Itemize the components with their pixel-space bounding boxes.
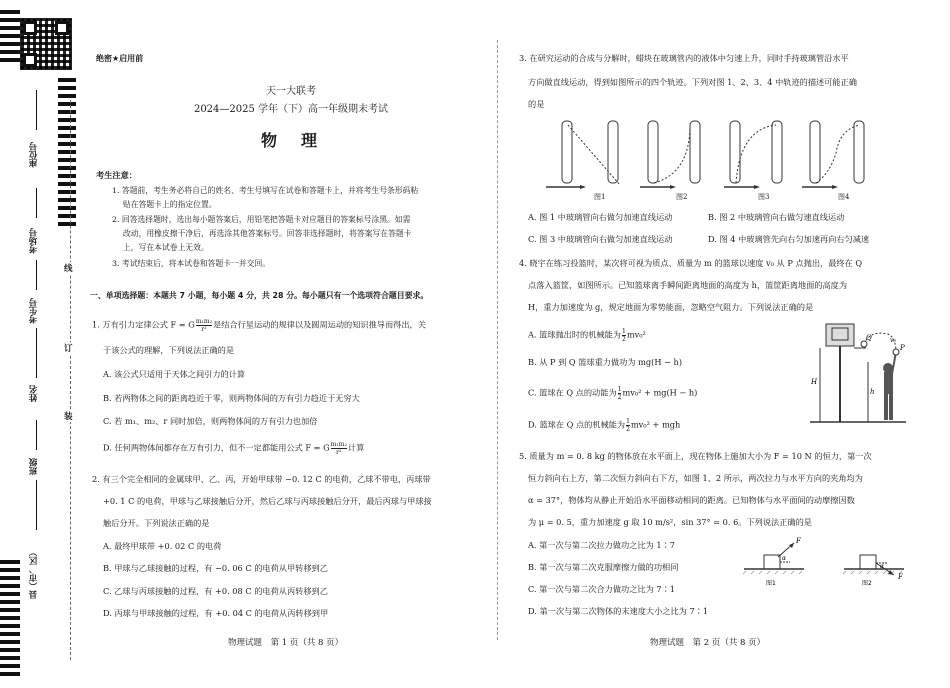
notice-item: 2. 回答选择题时，选出每小题答案后，用铅笔把答题卡对应题目的答案标号涂黑。如需 [112, 215, 411, 224]
q5-label-alpha1: α [782, 555, 787, 562]
q3-option-d: D. 图 4 中玻璃管先向右匀加速再向右匀减速 [708, 234, 870, 244]
notice-item: 改动，用橡皮擦干净后，再选涂其他答案标号。回答非选择题时，将答案写在答题卡 [123, 229, 412, 238]
q4-label-h-upper: H [811, 378, 818, 386]
q4-stem: 点落入篮筐，如图所示。已知篮球离手瞬间距离地面的高度为 h，篮筐距离地面的高度为 [528, 280, 848, 290]
subject-title: 物 理 [260, 131, 321, 150]
q3-fig1-caption: 图1 [594, 193, 606, 201]
q5-stem: α = 37°，物体均从静止开始沿水平面移动相同的距离。已知物体与水平面间的动摩擦因数 [528, 495, 855, 505]
q3-option-c: C. 图 3 中玻璃管向右做匀加速直线运动 [528, 234, 673, 244]
q3-stem: 3. 在研究运动的合成与分解时，蜡块在玻璃管内的液体中匀速上升，同时手持玻璃管沿水平 [519, 53, 849, 63]
seat-number-label: 座位号 [29, 142, 39, 168]
notice-item: 1. 答题前，考生务必将自己的姓名、考生号填写在试卷和答题卡上，并将考生号条形码粘 [112, 186, 419, 195]
q4-option-b: B. 从 P 到 Q 篮球重力做功为 mg(H − h) [528, 357, 683, 367]
q4-label-h: h [870, 388, 875, 396]
notice-item: 3. 考试结束后，将本试卷和答题卡一并交回。 [112, 259, 271, 268]
q5-label-f2: F [898, 573, 903, 581]
q3-fig3-caption: 图3 [758, 193, 770, 201]
q1-stem: 1. 万有引力定律公式 F = G $\frac{\text{m₁m₂}}{\text{r²}}$ 是结合行星运动的规律以及圆周运动的知识推导而得出，关 [92, 318, 426, 333]
q4-label-q: Q [866, 334, 872, 342]
q4-label-p: P [900, 344, 905, 352]
q5-stem: 为 μ = 0. 5，重力加速度 g 取 10 m/s²，sin 37° = 0. 6。下列说法正确的是 [528, 517, 812, 527]
notice-item: 上，写在本试卷上无效。 [123, 243, 209, 252]
q5-option-d: D. 第一次与第二次物体的末速度大小之比为 7∶1 [528, 606, 709, 616]
q2-option-a: A. 最终甲球带 +0. 02 C 的电荷 [103, 541, 222, 551]
confidential-mark: 绝密★启用前 [96, 54, 144, 63]
q3-option-b: B. 图 2 中玻璃管向右做匀速直线运动 [708, 212, 845, 222]
seal-mount-char: 装 [64, 412, 73, 422]
q5-force-figure [742, 535, 912, 590]
q3-fig4-caption: 图4 [838, 193, 850, 201]
qr-code [20, 18, 72, 70]
q4-label-v0: v₀ [890, 337, 896, 344]
q2-stem: 触后分开。下列说法正确的是 [103, 518, 210, 528]
q5-stem: 5. 质量为 m = 0. 8 kg 的物体放在水平面上，现在物体上施加大小为 F = 10 N 的恒力，第一次 [519, 451, 872, 461]
exam-title: 2024—2025 学年（下）高一年级期末考试 [193, 104, 389, 115]
county-label: 县（市、区） [29, 548, 39, 599]
barcode-left-bottom [0, 560, 20, 680]
name-label: 姓名 [29, 385, 39, 402]
q4-basketball-figure [808, 322, 908, 424]
q5-option-b: B. 第一次与第二次克服摩擦力做的功相同 [528, 562, 679, 572]
q5-option-a: A. 第一次与第二次拉力做功之比为 1∶7 [528, 540, 675, 550]
barcode-left-top [0, 10, 20, 66]
q3-figure [540, 113, 870, 203]
q4-stem: 4. 晓宇在练习投篮时，某次将可视为质点、质量为 m 的篮球以速度 v₀ 从 P 点抛出，最终在 Q [519, 258, 863, 268]
page-footer-left: 物理试题 第 1 页（共 8 页） [228, 638, 344, 648]
exam-room-label: 考场号 [29, 228, 39, 254]
binding-strip [0, 0, 86, 688]
q3-stem: 方向做直线运动，得到如图所示的四个轨迹。下列对图 1、2、3、4 中轨迹的描述可能正确 [528, 77, 857, 87]
field-line [36, 260, 37, 290]
q3-stem: 的是 [528, 99, 545, 109]
q2-stem: +0. 1 C 的电荷，甲球与乙球接触后分开，然后乙球与丙球接触后分开，最后丙球与甲球接 [103, 496, 432, 506]
q5-option-c: C. 第一次与第二次合力做功之比为 7∶1 [528, 584, 676, 594]
q1-option-b: B. 若两物体之间的距离趋近于零，则两物体间的万有引力趋近于无穷大 [103, 393, 360, 403]
q1-stem-cont: 于该公式的理解，下列说法正确的是 [103, 345, 235, 355]
q5-label-alpha2: α [880, 563, 885, 570]
q3-fig2-caption: 图2 [676, 193, 688, 201]
q1-option-c: C. 若 m₁、m₂、r 同时加倍，则两物体间的万有引力也加倍 [103, 416, 318, 426]
field-line [36, 90, 37, 130]
notice-item: 贴在答题卡上的指定位置。 [123, 200, 217, 209]
q2-stem: 2. 有三个完全相同的金属球甲、乙、丙，开始甲球带 −0. 12 C 的电荷，乙球不带电，丙球带 [92, 474, 431, 484]
q5-stem: 恒力斜向右上方，第二次恒力斜向右下方，如图 1、2 所示，两次拉力与水平方向的夹角均为 [528, 473, 863, 483]
q3-option-a: A. 图 1 中玻璃管向右做匀加速直线运动 [528, 212, 673, 222]
q2-option-b: B. 甲球与乙球接触的过程，有 −0. 06 C 的电荷从甲转移到乙 [103, 563, 328, 573]
q5-fig1-caption: 图1 [766, 580, 776, 587]
section-heading: 一、单项选择题：本题共 7 小题，每小题 4 分，共 28 分。每小题只有一个选项符合题目要求。 [90, 291, 429, 300]
field-line [36, 420, 37, 450]
q4-stem: H，重力加速度为 g，规定地面为零势能面，忽略空气阻力。下列说法正确的是 [528, 302, 814, 312]
q1-option-d: D. 任何两物体间都存在万有引力，但不一定都能用公式 F = G $\frac{\text{m₁m₂}}{\text{r²}}$ 计算 [103, 441, 365, 456]
q5-fig2-caption: 图2 [862, 580, 872, 587]
q5-label-f1: F [796, 537, 801, 545]
q4-option-d: D. 篮球在 Q 点的机械能为 $\frac{1}{2}$ mv₀² + mgh [528, 418, 681, 433]
seal-line-char: 线 [64, 264, 73, 274]
page-divider [497, 40, 498, 640]
cut-line [70, 100, 71, 660]
exam-org: 天一大联考 [266, 86, 316, 97]
seal-bind-char: 订 [64, 344, 73, 354]
q4-option-c: C. 篮球在 Q 点的动能为 $\frac{1}{2}$ mv₀² + mg(H − h) [528, 386, 698, 401]
field-line [36, 328, 37, 378]
field-line [36, 480, 37, 530]
barcode-right [58, 78, 76, 230]
q2-option-d: D. 丙球与甲球接触的过程，有 +0. 04 C 的电荷从丙转移到甲 [103, 608, 329, 618]
class-label: 班级 [29, 458, 39, 475]
q2-option-c: C. 乙球与丙球接触的过程，有 +0. 08 C 的电荷从丙转移到乙 [103, 586, 328, 596]
notice-title: 考生注意： [96, 170, 137, 180]
q1-option-a: A. 该公式只适用于天体之间引力的计算 [103, 369, 246, 379]
field-line [36, 188, 37, 218]
page-footer-right: 物理试题 第 2 页（共 8 页） [650, 638, 766, 648]
q4-option-a: A. 篮球抛出时的机械能为 $\frac{1}{2}$ mv₀² [528, 328, 646, 343]
student-number-label: 考生号 [29, 298, 39, 324]
